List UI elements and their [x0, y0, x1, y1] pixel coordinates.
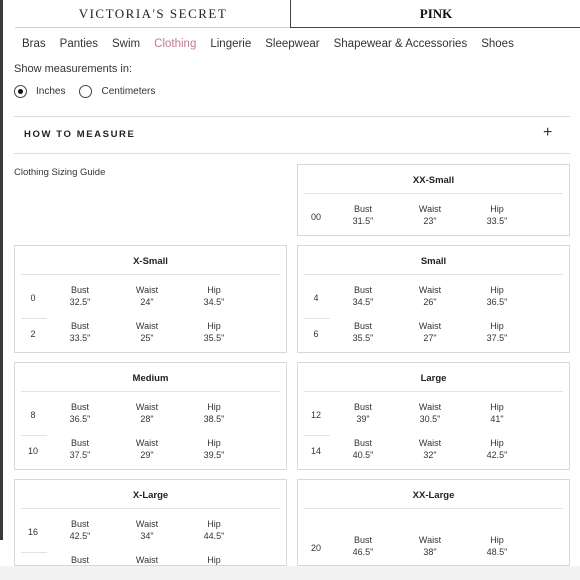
size-row — [298, 318, 569, 353]
bust-header: Bust — [70, 519, 89, 529]
waist-cell — [400, 437, 460, 461]
bust-cell — [333, 534, 393, 558]
card-separator — [304, 508, 563, 509]
hip-header: Hip — [490, 535, 504, 545]
size-number: 12 — [310, 410, 321, 420]
size-number: 6 — [313, 329, 319, 339]
hip-value: 33.5" — [486, 216, 508, 226]
size-number: 14 — [310, 446, 321, 456]
waist-cell — [117, 284, 177, 308]
waist-value: 25" — [140, 333, 154, 343]
waist-cell — [400, 284, 460, 308]
bust-cell — [50, 401, 110, 425]
waist-value: 34" — [140, 531, 154, 541]
size-card-medium — [14, 362, 287, 470]
size-number: 20 — [310, 543, 321, 553]
waist-header: Waist — [418, 438, 442, 448]
hip-header: Hip — [490, 402, 504, 412]
size-card-large — [297, 362, 570, 470]
bust-header: Bust — [353, 438, 372, 448]
size-row — [298, 282, 569, 318]
waist-value: 38" — [423, 547, 437, 557]
hip-header: Hip — [490, 204, 504, 214]
waist-header: Waist — [418, 402, 442, 412]
hip-header: Hip — [207, 555, 221, 565]
size-number: 8 — [30, 410, 36, 420]
size-row — [15, 399, 286, 435]
radio-inches[interactable] — [14, 85, 27, 98]
size-row — [15, 318, 286, 353]
divider — [14, 153, 570, 154]
bust-cell — [50, 320, 110, 344]
size-card-title: XX-Large — [412, 490, 455, 501]
waist-cell — [400, 401, 460, 425]
category-shoes[interactable]: Shoes — [481, 38, 514, 50]
hip-value: 44.5" — [203, 531, 225, 541]
size-row — [298, 201, 569, 236]
bust-cell — [333, 203, 393, 227]
waist-cell — [400, 203, 460, 227]
bust-header: Bust — [70, 555, 89, 565]
hip-cell — [467, 284, 527, 308]
guide-title: Clothing Sizing Guide — [14, 167, 106, 178]
size-row — [15, 282, 286, 318]
waist-value: 32" — [423, 450, 437, 460]
waist-header: Waist — [135, 555, 159, 565]
bust-cell — [333, 284, 393, 308]
brand-tabs — [0, 0, 580, 28]
bust-value: 35.5" — [352, 333, 374, 343]
plus-icon[interactable]: + — [543, 124, 553, 141]
waist-value: 24" — [140, 297, 154, 307]
hip-cell — [184, 401, 244, 425]
hip-value: 48.5" — [486, 547, 508, 557]
bust-header: Bust — [70, 321, 89, 331]
card-separator — [304, 193, 563, 194]
category-clothing[interactable]: Clothing — [154, 38, 197, 50]
hip-header: Hip — [490, 285, 504, 295]
waist-header: Waist — [418, 285, 442, 295]
size-number: 2 — [30, 329, 36, 339]
bust-header: Bust — [70, 438, 89, 448]
waist-value: 28" — [140, 414, 154, 424]
card-separator — [304, 391, 563, 392]
bust-value: 36.5" — [69, 414, 91, 424]
size-row — [15, 552, 286, 566]
size-card-x-small — [14, 245, 287, 353]
hip-value: 34.5" — [203, 297, 225, 307]
bust-value: 46.5" — [352, 547, 374, 557]
hip-cell — [467, 401, 527, 425]
left-edge-strip — [0, 0, 3, 540]
bust-cell — [333, 437, 393, 461]
bust-cell — [50, 437, 110, 461]
hip-cell — [467, 203, 527, 227]
category-swim[interactable]: Swim — [112, 38, 141, 50]
hip-value: 37.5" — [486, 333, 508, 343]
hip-value: 39.5" — [203, 450, 225, 460]
hip-cell — [184, 284, 244, 308]
size-row — [298, 399, 569, 435]
hip-cell — [184, 518, 244, 542]
waist-value: 26" — [423, 297, 437, 307]
hip-header: Hip — [207, 321, 221, 331]
card-separator — [21, 508, 280, 509]
bust-header: Bust — [353, 285, 372, 295]
bust-value: 37.5" — [69, 450, 91, 460]
waist-cell — [117, 554, 177, 566]
measurements-label: Show measurements in: — [14, 63, 132, 75]
bust-value: 42.5" — [69, 531, 91, 541]
size-card-xx-large — [297, 479, 570, 566]
bust-value: 32.5" — [69, 297, 91, 307]
size-card-title: Medium — [132, 373, 169, 384]
size-card-title: X-Large — [132, 490, 169, 501]
size-number: 0 — [30, 293, 36, 303]
waist-value: 30.5" — [419, 414, 441, 424]
size-card-small — [297, 245, 570, 353]
bust-cell — [50, 554, 110, 566]
bust-cell — [333, 320, 393, 344]
bust-header: Bust — [353, 321, 372, 331]
category-panties[interactable]: Panties — [59, 38, 99, 50]
hip-cell — [467, 534, 527, 558]
radio-centimeters-label[interactable]: Centimeters — [101, 86, 156, 97]
size-card-title: X-Small — [133, 256, 168, 267]
card-separator — [21, 391, 280, 392]
bust-header: Bust — [70, 285, 89, 295]
size-number: 16 — [27, 527, 38, 537]
waist-cell — [117, 518, 177, 542]
size-number: 10 — [27, 446, 38, 456]
category-lingerie[interactable]: Lingerie — [210, 38, 252, 50]
hip-header: Hip — [207, 438, 221, 448]
bottom-strip — [0, 566, 580, 580]
unit-selector — [14, 85, 169, 98]
category-sleepwear[interactable]: Sleepwear — [265, 38, 320, 50]
hip-value: 42.5" — [486, 450, 508, 460]
waist-value: 27" — [423, 333, 437, 343]
hip-header: Hip — [207, 402, 221, 412]
size-card-title: XX-Small — [412, 175, 455, 186]
waist-header: Waist — [135, 519, 159, 529]
divider — [14, 116, 570, 117]
bust-header: Bust — [353, 204, 372, 214]
waist-cell — [117, 320, 177, 344]
hip-cell — [184, 554, 244, 566]
size-number: 4 — [313, 293, 319, 303]
hip-value: 41" — [490, 414, 504, 424]
brand-tab-pink[interactable]: PINK — [290, 0, 580, 28]
waist-header: Waist — [135, 321, 159, 331]
hip-header: Hip — [207, 285, 221, 295]
brand-tab-victorias-secret[interactable]: VICTORIA'S SECRET — [15, 0, 291, 28]
size-number: 00 — [310, 212, 321, 222]
waist-header: Waist — [135, 285, 159, 295]
size-card-title: Small — [420, 256, 447, 267]
bust-value: 40.5" — [352, 450, 374, 460]
waist-header: Waist — [418, 321, 442, 331]
hip-cell — [184, 437, 244, 461]
waist-cell — [400, 534, 460, 558]
bust-cell — [50, 518, 110, 542]
waist-header: Waist — [418, 535, 442, 545]
hip-value: 35.5" — [203, 333, 225, 343]
waist-value: 29" — [140, 450, 154, 460]
bust-value: 31.5" — [352, 216, 374, 226]
category-shapewear-accessories[interactable]: Shapewear & Accessories — [333, 38, 468, 50]
waist-cell — [117, 437, 177, 461]
bust-value: 39" — [356, 414, 370, 424]
bust-header: Bust — [353, 535, 372, 545]
size-row — [15, 435, 286, 470]
bust-cell — [50, 284, 110, 308]
radio-inches-label[interactable]: Inches — [36, 86, 66, 97]
hip-header: Hip — [490, 321, 504, 331]
waist-header: Waist — [135, 438, 159, 448]
size-card-title: Large — [420, 373, 447, 384]
size-row — [298, 435, 569, 470]
waist-header: Waist — [135, 402, 159, 412]
hip-cell — [467, 320, 527, 344]
hip-value: 36.5" — [486, 297, 508, 307]
waist-value: 23" — [423, 216, 437, 226]
waist-cell — [400, 320, 460, 344]
card-separator — [21, 274, 280, 275]
size-card-x-large — [14, 479, 287, 566]
bust-value: 34.5" — [352, 297, 374, 307]
bust-header: Bust — [70, 402, 89, 412]
category-bras[interactable]: Bras — [22, 38, 46, 50]
hip-value: 38.5" — [203, 414, 225, 424]
size-row — [15, 516, 286, 552]
radio-centimeters[interactable] — [79, 85, 92, 98]
hip-cell — [467, 437, 527, 461]
size-card-xx-small — [297, 164, 570, 236]
category-nav — [22, 38, 528, 50]
hip-cell — [184, 320, 244, 344]
card-separator — [304, 274, 563, 275]
bust-cell — [333, 401, 393, 425]
hip-header: Hip — [207, 519, 221, 529]
bust-header: Bust — [353, 402, 372, 412]
bust-value: 33.5" — [69, 333, 91, 343]
how-to-measure-toggle[interactable]: HOW TO MEASURE — [24, 129, 136, 140]
size-row — [298, 532, 569, 566]
hip-header: Hip — [490, 438, 504, 448]
waist-cell — [117, 401, 177, 425]
waist-header: Waist — [418, 204, 442, 214]
